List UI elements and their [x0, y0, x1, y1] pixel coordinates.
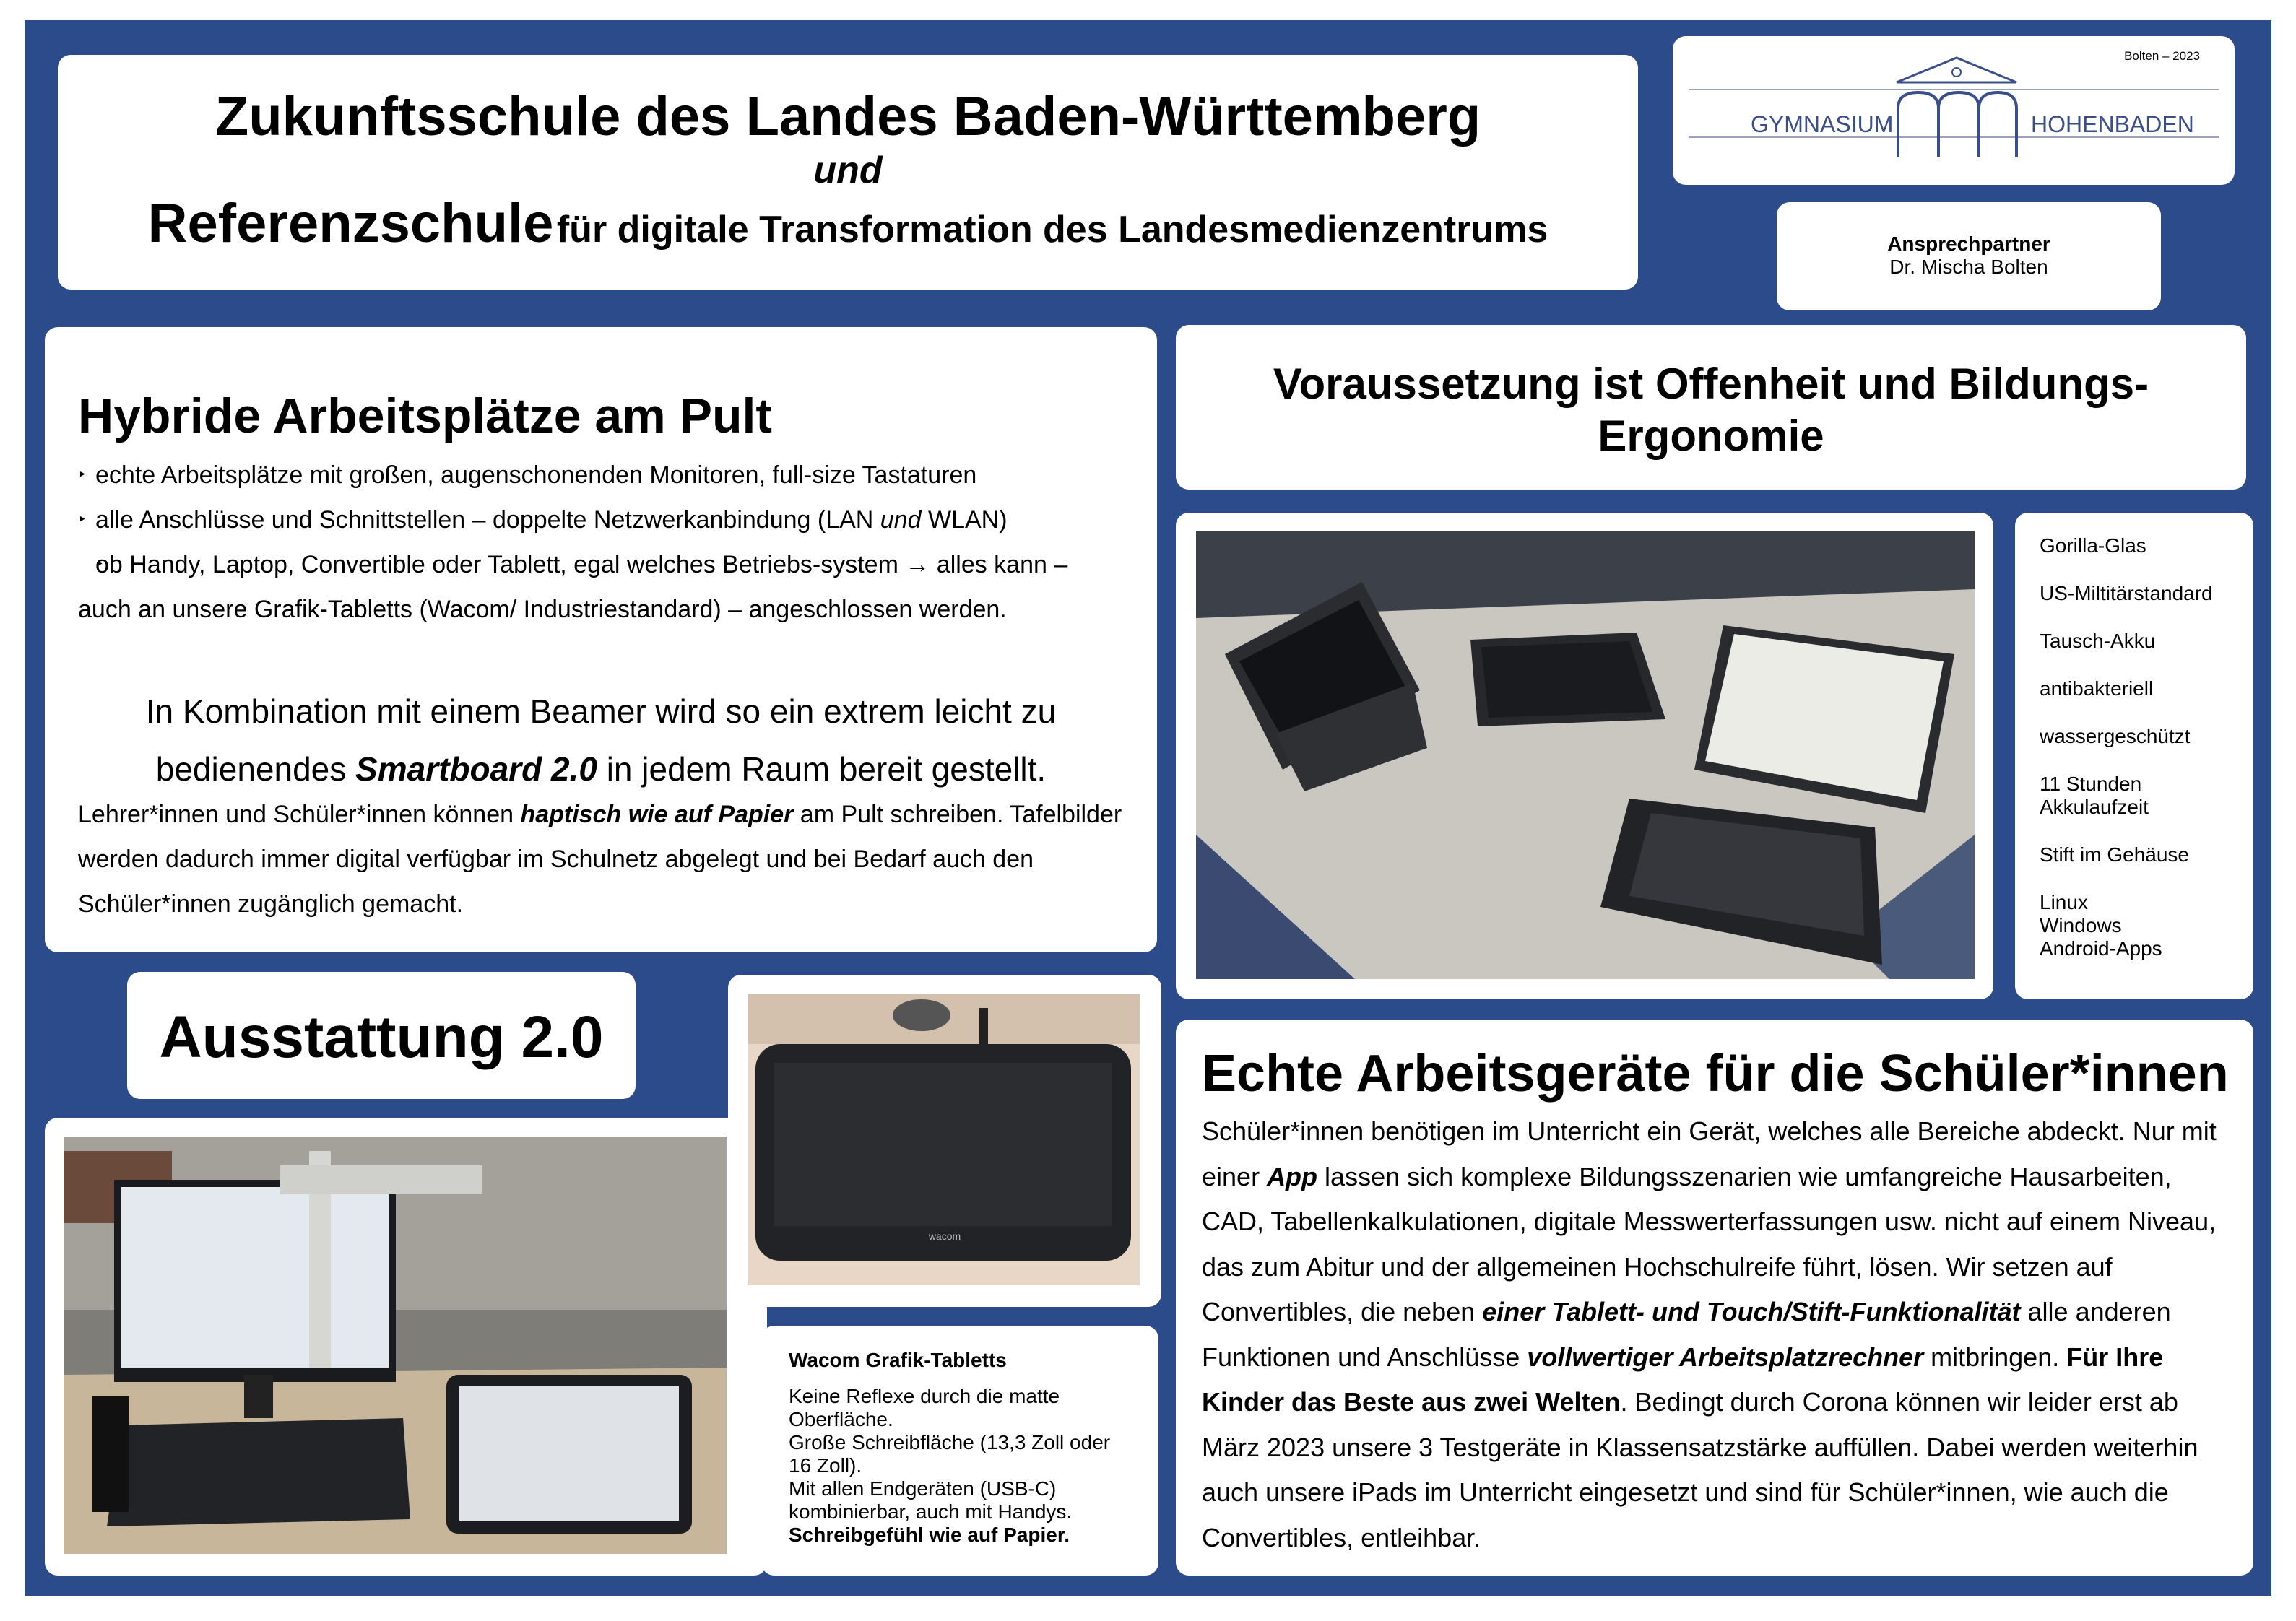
features-box	[2015, 513, 2253, 999]
contact-name: Dr. Mischa Bolten	[1889, 256, 2048, 278]
contact-label: Ansprechpartner	[1887, 232, 2050, 255]
workstation-photo-box	[45, 1118, 767, 1576]
hybrid-box	[45, 327, 1157, 952]
echte-heading: Echte Arbeitsgeräte für die Schüler*innen	[1202, 1045, 2229, 1103]
feature-item: antibakteriell	[2040, 677, 2154, 700]
title-line-1: Zukunftsschule des Landes Baden-Württemberg	[215, 86, 1481, 147]
wacom-line-4: Schreibgefühl wie auf Papier.	[789, 1524, 1070, 1546]
wacom-line-2: Große Schreibfläche (13,3 Zoll oder 16 Zoll).	[789, 1431, 1111, 1477]
feature-item: Stift im Gehäuse	[2040, 843, 2189, 866]
wacom-brand: wacom	[928, 1230, 961, 1242]
logo-author-year: Bolten – 2023	[2124, 49, 2200, 63]
title-line-2: und	[813, 149, 883, 191]
convertibles-photo	[1196, 531, 1975, 979]
title-line-3-big: Referenzschule	[147, 193, 554, 254]
title-line-3-small: für digitale Transformation des Landesmedienzentrums	[556, 209, 1548, 251]
title-box	[58, 55, 1638, 290]
voraussetzung-heading: Voraussetzung ist Offenheit und Bildungs-Ergonomie	[1273, 360, 2149, 460]
title-line-3	[58, 192, 1638, 255]
ausstattung-heading: Ausstattung 2.0	[159, 1004, 604, 1070]
feature-item: Gorilla-Glas	[2040, 534, 2146, 557]
wacom-line-1: Keine Reflexe durch die matte Oberfläche.	[789, 1385, 1060, 1430]
feature-item: wassergeschützt	[2040, 725, 2191, 747]
ausstattung-box	[127, 972, 636, 1099]
school-logo	[1673, 36, 2235, 185]
features-list	[2040, 534, 2242, 960]
contact-box	[1777, 202, 2161, 310]
echte-box	[1176, 1020, 2253, 1576]
wacom-heading: Wacom Grafik-Tabletts	[789, 1349, 1007, 1371]
workstation-photo	[64, 1137, 727, 1554]
logo-box	[1673, 36, 2235, 185]
feature-item: 11 Stunden Akkulaufzeit	[2040, 773, 2149, 818]
wacom-text	[789, 1385, 1150, 1547]
hybrid-bullet-2: ‣ alle Anschlüsse und Schnittstellen – doppelte Netzwerkanbindung (LAN und WLAN)	[78, 497, 1118, 542]
echte-paragraph: Schüler*innen benötigen im Unterricht ein Gerät, welches alle Bereiche abdeckt. Nur mit einer App lassen sich komplexe Bildungsszenarien wie umfangreiche Hausarbeiten, CAD, Tabellenkalkulationen, digitale Messwerterfassungen usw. nicht auf einem Niveau, das zum Abitur und der allgemeinen Hochschulreife führt, lösen. Wir setzen auf Convertibles, die neben einer Tablett- und Touch/Stift-Funktionalität alle anderen Funktionen und Anschlüsse vollwertiger Arbeitsplatzrechner mitbringen. Für Ihre Kinder das Beste aus zwei Welten. Bedingt durch Corona können wir leider erst ab März 2023 unsere 3 Testgeräte in Klassensatzstärke auffüllen. Dabei werden weiterhin auch unsere iPads im Unterricht eingesetzt und sind für Schüler*innen, wie auch die Convertibles, entleihbar.	[1202, 1116, 2217, 1552]
feature-item: Linux Windows Android-Apps	[2040, 891, 2162, 960]
feature-item: US-Miltitärstandard	[2040, 582, 2213, 604]
wacom-line-3: Mit allen Endgeräten (USB-C) kombinierbar, auch mit Handys.	[789, 1477, 1073, 1523]
hybrid-center-text: In Kombination mit einem Beamer wird so ein extrem leicht zu bedienendes Smartboard 2.0 in jedem Raum bereit gestellt.	[145, 692, 1057, 788]
logo-left-word: GYMNASIUM	[1751, 111, 1894, 137]
voraussetzung-box	[1176, 325, 2246, 490]
feature-item: Tausch-Akku	[2040, 630, 2156, 652]
logo-right-word: HOHENBADEN	[2031, 111, 2194, 137]
hybrid-heading: Hybride Arbeitsplätze am Pult	[78, 388, 773, 443]
hybrid-bullets	[78, 453, 1118, 632]
laptops-photo-box	[1176, 513, 1993, 999]
wacom-photo-box	[728, 975, 1161, 1307]
hybrid-bullet-1: ‣ echte Arbeitsplätze mit großen, augenschonenden Monitoren, full-size Tastaturen	[78, 453, 1118, 497]
hybrid-bullet-3: ‣ ob Handy, Laptop, Convertible oder Tablett, egal welches Betriebs-system → alles kann – auch an unsere Grafik-Tabletts (Wacom/ Industriestandard) – angeschlossen werden.	[78, 542, 1118, 632]
wacom-text-box	[761, 1326, 1158, 1576]
hybrid-paragraph: Lehrer*innen und Schüler*innen können haptisch wie auf Papier am Pult schreiben. Tafelbilder werden dadurch immer digital verfügbar im Schulnetz abgelegt und bei Bedarf auch den Schüler*innen zugänglich gemacht.	[78, 801, 1122, 918]
